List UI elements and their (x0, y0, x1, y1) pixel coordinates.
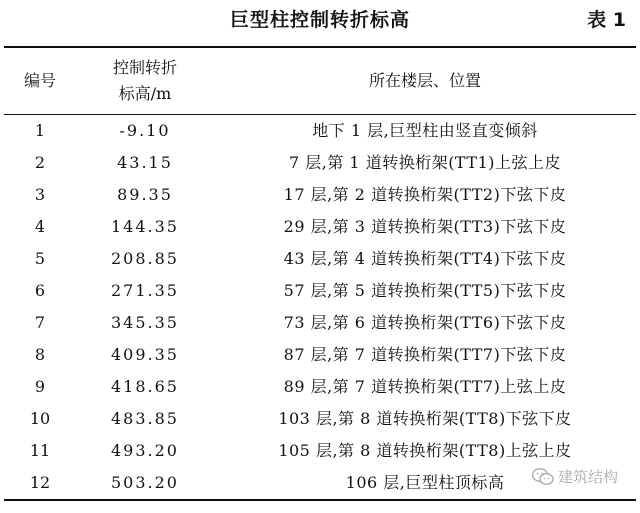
table-caption (0, 0, 640, 44)
cell-index: 3 (34, 185, 46, 204)
cell-elevation: 409.35 (111, 345, 179, 364)
cell-location: 地下 1 层,巨型柱由竖直变倾斜 (312, 121, 538, 140)
header-elevation (76, 47, 214, 115)
table-row (4, 115, 636, 148)
cell-location: 87 层,第 7 道转换桁架(TT7)下弦下皮 (283, 345, 567, 364)
cell-index: 11 (29, 441, 51, 460)
cell-location: 17 层,第 2 道转换桁架(TT2)下弦下皮 (283, 185, 567, 204)
table-header-row (4, 47, 636, 115)
table-row (4, 435, 636, 467)
table-row (4, 147, 636, 179)
cell-location: 106 层,巨型柱顶标高 (345, 473, 505, 492)
cell-elevation: -9.10 (119, 121, 171, 140)
header-elevation-line1: 控制转折 (112, 58, 177, 77)
cell-location: 7 层,第 1 道转换桁架(TT1)上弦上皮 (288, 153, 561, 172)
cell-elevation: 503.20 (111, 473, 179, 492)
watermark (532, 466, 618, 487)
cell-location: 43 层,第 4 道转换桁架(TT4)下弦下皮 (283, 249, 567, 268)
cell-location: 73 层,第 6 道转换桁架(TT6)下弦下皮 (283, 313, 567, 332)
table-row (4, 179, 636, 211)
cell-index: 10 (29, 409, 51, 428)
cell-index: 6 (34, 281, 46, 300)
table-number: 表 1 (587, 9, 626, 31)
cell-elevation: 208.85 (111, 249, 179, 268)
cell-index: 2 (34, 153, 46, 172)
table-body (4, 115, 636, 501)
cell-elevation: 483.85 (111, 409, 179, 428)
cell-index: 4 (34, 217, 46, 236)
table-row (4, 275, 636, 307)
header-location: 所在楼层、位置 (368, 71, 481, 90)
cell-location: 89 层,第 7 道转换桁架(TT7)上弦上皮 (283, 377, 567, 396)
cell-location: 105 层,第 8 道转换桁架(TT8)上弦上皮 (278, 441, 572, 460)
watermark-text: 建筑结构 (557, 468, 618, 486)
table-row (4, 371, 636, 403)
cell-index: 1 (34, 121, 46, 140)
cell-index: 12 (29, 473, 51, 492)
table-row (4, 243, 636, 275)
cell-elevation: 345.35 (111, 313, 179, 332)
cell-elevation: 418.65 (111, 377, 179, 396)
elevation-table (4, 46, 636, 501)
cell-elevation: 493.20 (111, 441, 179, 460)
cell-elevation: 43.15 (117, 153, 173, 172)
cell-index: 7 (34, 313, 46, 332)
cell-elevation: 89.35 (117, 185, 173, 204)
cell-index: 8 (34, 345, 46, 364)
table-row (4, 403, 636, 435)
table-row (4, 307, 636, 339)
cell-index: 5 (34, 249, 46, 268)
table-title: 巨型柱控制转折标高 (229, 9, 410, 31)
cell-location: 57 层,第 5 道转换桁架(TT5)下弦下皮 (283, 281, 567, 300)
header-index: 编号 (23, 71, 56, 90)
table-row (4, 339, 636, 371)
cell-location: 29 层,第 3 道转换桁架(TT3)下弦下皮 (283, 217, 567, 236)
wechat-icon (532, 468, 554, 486)
cell-elevation: 144.35 (111, 217, 179, 236)
header-elevation-line2: 标高/m (118, 84, 172, 103)
cell-elevation: 271.35 (111, 281, 179, 300)
table-row (4, 211, 636, 243)
cell-index: 9 (34, 377, 46, 396)
cell-location: 103 层,第 8 道转换桁架(TT8)下弦下皮 (278, 409, 572, 428)
